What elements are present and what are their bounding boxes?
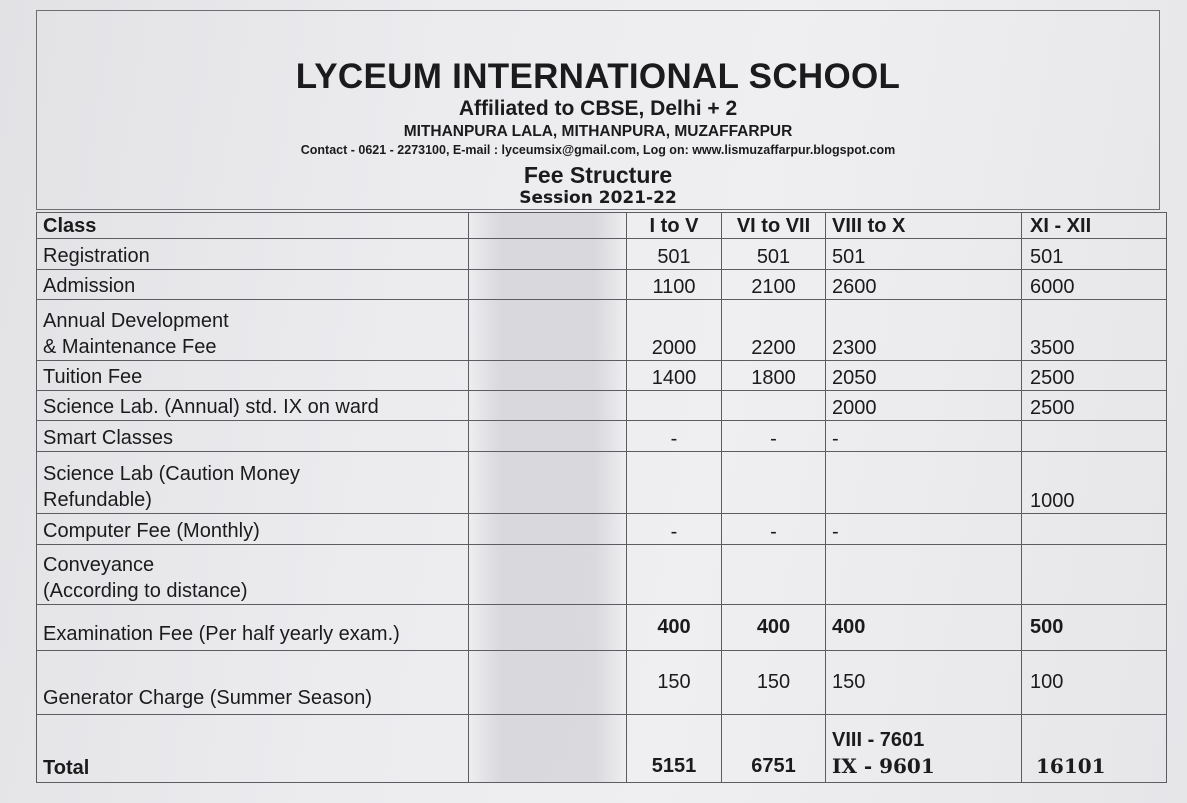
row-label: Tuition Fee (37, 361, 469, 391)
cell-value: 3500 (1022, 300, 1167, 361)
row-label: Registration (37, 239, 469, 270)
cell-value: 6000 (1022, 270, 1167, 300)
cell-value: 2600 (826, 270, 1022, 300)
cell-value (722, 452, 826, 514)
blurred-cell (469, 421, 627, 452)
row-label (37, 452, 469, 514)
cell-value: 501 (826, 239, 1022, 270)
cell-value: 400 (826, 605, 1022, 651)
blurred-cell (469, 270, 627, 300)
col-header-viii-to-x: VIII to X (826, 213, 1022, 239)
col-header-class: Class (37, 213, 469, 239)
row-label-line: Science Lab (Caution Money (43, 463, 300, 485)
total-viii-line: VIII - 7601 (832, 729, 925, 751)
cell-value: - (627, 514, 722, 545)
total-xi-xii: 16101 (1022, 715, 1167, 783)
table-row (37, 452, 1167, 514)
row-label-line: Annual Development (43, 310, 229, 332)
row-label (37, 300, 469, 361)
cell-value: - (826, 514, 1022, 545)
cell-value: 1800 (722, 361, 826, 391)
cell-value: 1100 (627, 270, 722, 300)
cell-value (627, 545, 722, 605)
blurred-cell (469, 213, 627, 239)
affiliation: Affiliated to CBSE, Delhi + 2 (458, 97, 738, 120)
row-label: Smart Classes (37, 421, 469, 452)
cell-value: 2100 (722, 270, 826, 300)
fee-table (36, 212, 1167, 783)
cell-value: 2050 (826, 361, 1022, 391)
address: MITHANPURA LALA, MITHANPURA, MUZAFFARPUR (403, 123, 793, 140)
cell-value: 150 (627, 651, 722, 715)
cell-value: 2300 (826, 300, 1022, 361)
row-label-line: Conveyance (43, 554, 155, 576)
blurred-cell (469, 514, 627, 545)
row-label: Admission (37, 270, 469, 300)
cell-value (826, 452, 1022, 514)
table-row (37, 270, 1167, 300)
total-ix-line: IX - 9601 (832, 754, 935, 778)
cell-value: 501 (1022, 239, 1167, 270)
row-label: Science Lab. (Annual) std. IX on ward (37, 391, 469, 421)
total-vi-to-vii: 6751 (722, 715, 826, 783)
cell-value (722, 391, 826, 421)
cell-value (1022, 514, 1167, 545)
cell-value: 500 (1022, 605, 1167, 651)
col-header-i-to-v: I to V (627, 213, 722, 239)
row-label-line: (According to distance) (43, 580, 248, 602)
cell-value: 1000 (1022, 452, 1167, 514)
cell-value: 2000 (627, 300, 722, 361)
col-header-xi-xii: XI - XII (1022, 213, 1167, 239)
cell-value: 501 (627, 239, 722, 270)
row-label: Examination Fee (Per half yearly exam.) (37, 605, 469, 651)
row-label-line: Refundable) (43, 489, 152, 511)
cell-value (826, 545, 1022, 605)
table-row (37, 514, 1167, 545)
letterhead (36, 10, 1160, 210)
row-label (37, 545, 469, 605)
blurred-cell (469, 391, 627, 421)
blurred-cell (469, 452, 627, 514)
contact-line: Contact - 0621 - 2273100, E-mail : lyceumsix@gmail.com, Log on: www.lismuzaffarpur.blogspot.com (300, 143, 896, 157)
blurred-cell (469, 361, 627, 391)
cell-value: 150 (722, 651, 826, 715)
table-row (37, 421, 1167, 452)
cell-value: 1400 (627, 361, 722, 391)
table-row (37, 545, 1167, 605)
table-row (37, 651, 1167, 715)
header-row (37, 213, 1167, 239)
cell-value: - (627, 421, 722, 452)
total-row (37, 715, 1167, 783)
cell-value: 400 (627, 605, 722, 651)
cell-value (627, 391, 722, 421)
cell-value: - (722, 421, 826, 452)
row-label-line: & Maintenance Fee (43, 336, 217, 358)
cell-value: 100 (1022, 651, 1167, 715)
table-row (37, 239, 1167, 270)
cell-value: 2200 (722, 300, 826, 361)
blurred-cell (469, 545, 627, 605)
col-header-vi-to-vii: VI to VII (722, 213, 826, 239)
total-i-to-v: 5151 (627, 715, 722, 783)
school-name: LYCEUM INTERNATIONAL SCHOOL (295, 57, 901, 96)
cell-value: 2000 (826, 391, 1022, 421)
cell-value (1022, 545, 1167, 605)
blurred-cell (469, 605, 627, 651)
row-label: Generator Charge (Summer Season) (37, 651, 469, 715)
total-viii-to-x (826, 715, 1022, 783)
cell-value (627, 452, 722, 514)
cell-value: 2500 (1022, 391, 1167, 421)
table-row (37, 361, 1167, 391)
cell-value (1022, 421, 1167, 452)
row-label: Computer Fee (Monthly) (37, 514, 469, 545)
cell-value: 2500 (1022, 361, 1167, 391)
blurred-cell (469, 715, 627, 783)
cell-value: 400 (722, 605, 826, 651)
session-label: Session 2021-22 (519, 188, 677, 208)
cell-value (722, 545, 826, 605)
blurred-cell (469, 651, 627, 715)
table-row (37, 300, 1167, 361)
cell-value: 150 (826, 651, 1022, 715)
total-label: Total (37, 715, 469, 783)
cell-value: 501 (722, 239, 826, 270)
fee-structure-title: Fee Structure (523, 162, 673, 188)
table-row (37, 391, 1167, 421)
cell-value: - (722, 514, 826, 545)
blurred-cell (469, 300, 627, 361)
table-row (37, 605, 1167, 651)
blurred-cell (469, 239, 627, 270)
cell-value: - (826, 421, 1022, 452)
